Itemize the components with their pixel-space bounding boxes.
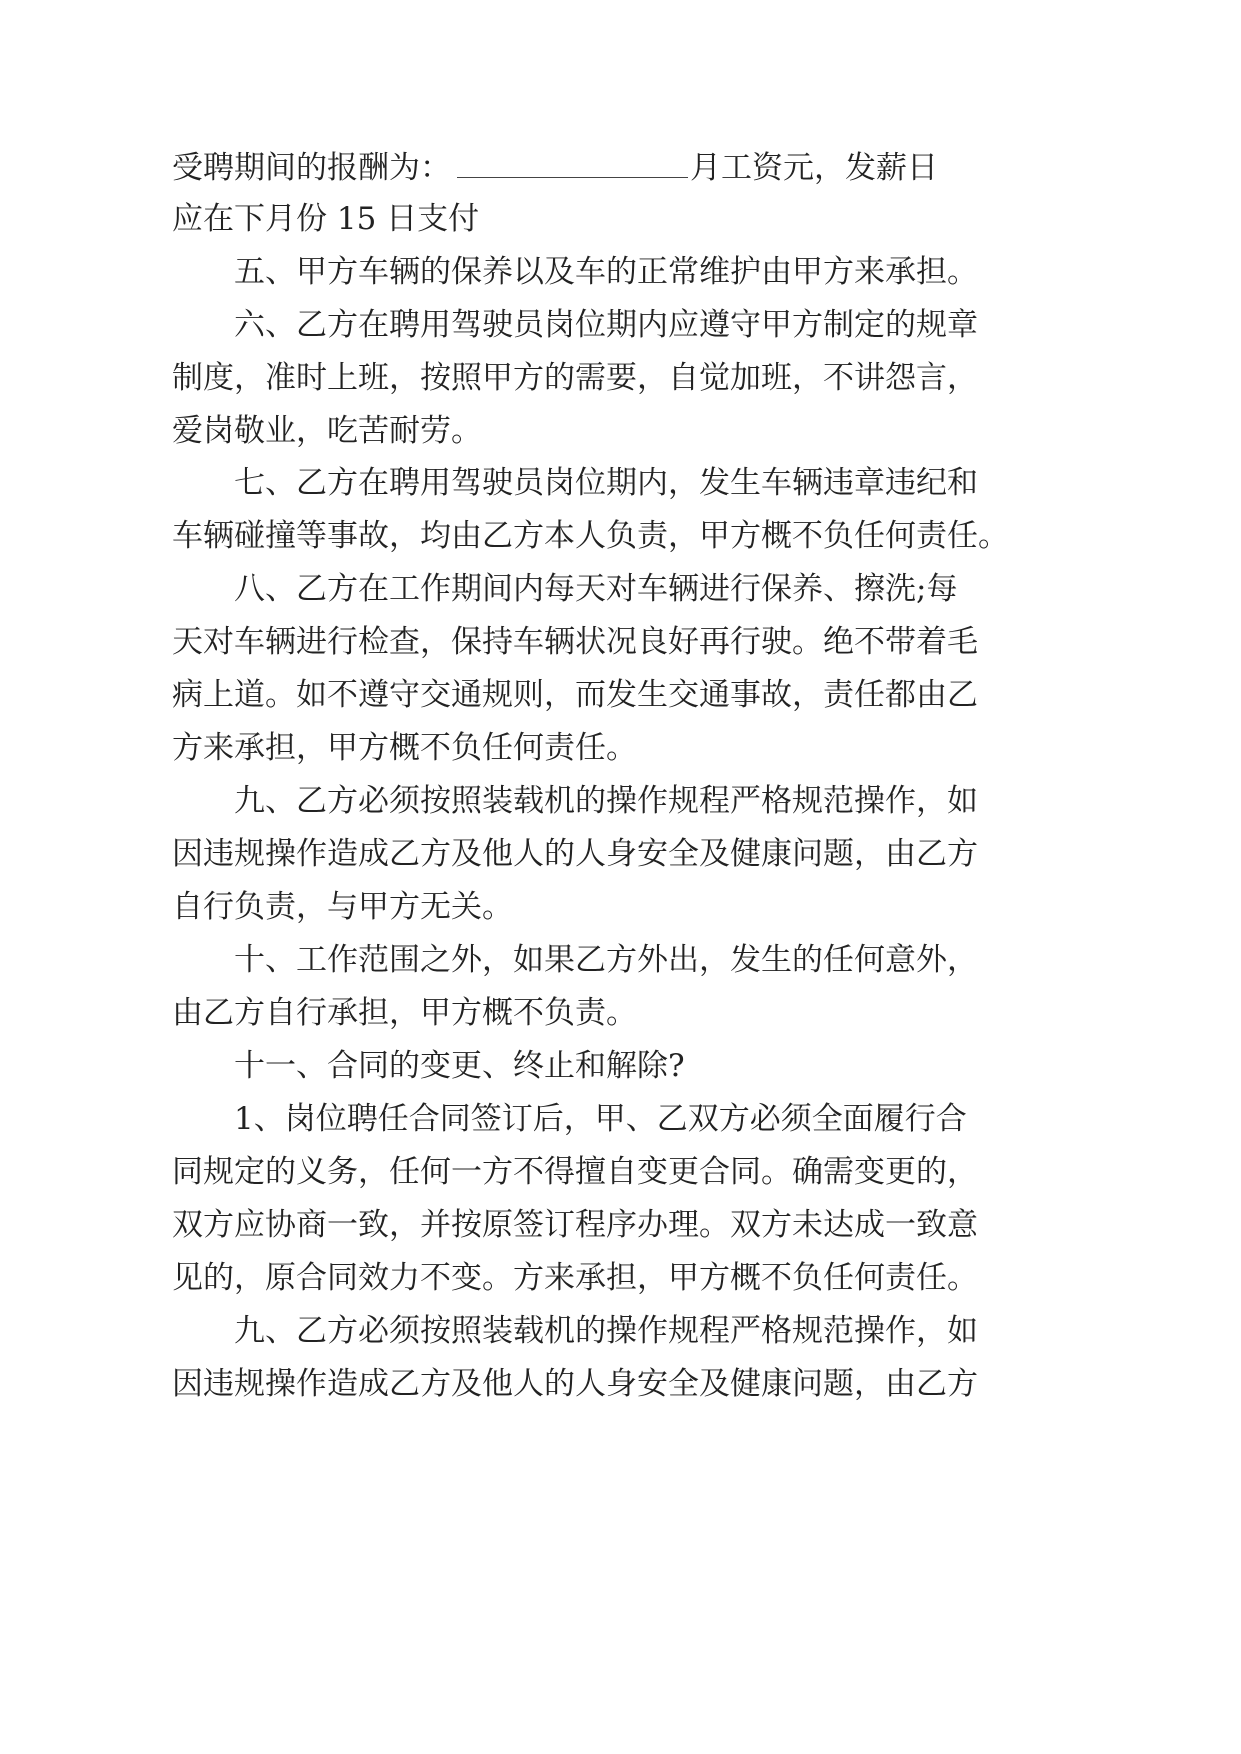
text-line: 自行负责，与甲方无关。 — [172, 889, 513, 925]
salary-prefix: 受聘期间的报酬为： — [172, 150, 451, 186]
salary-suffix: 月工资元，发薪日 — [690, 150, 938, 186]
text-line: 八、乙方在工作期间内每天对车辆进行保养、擦洗;每 — [234, 571, 958, 607]
text-line: 病上道。如不遵守交通规则，而发生交通事故，责任都由乙 — [172, 677, 978, 713]
text-line: 车辆碰撞等事故，均由乙方本人负责，甲方概不负任何责任。 — [172, 518, 1009, 554]
text-line: 制度，准时上班，按照甲方的需要，自觉加班，不讲怨言， — [172, 360, 978, 396]
text-line: 天对车辆进行检查，保持车辆状况良好再行驶。绝不带着毛 — [172, 624, 978, 660]
text-line: 五、甲方车辆的保养以及车的正常维护由甲方来承担。 — [234, 254, 978, 290]
text-line: 十一、合同的变更、终止和解除? — [234, 1048, 685, 1084]
text-line: 同规定的义务，任何一方不得擅自变更合同。确需变更的， — [172, 1154, 978, 1190]
text-line: 由乙方自行承担，甲方概不负责。 — [172, 995, 637, 1031]
text-line: 见的，原合同效力不变。方来承担，甲方概不负任何责任。 — [172, 1260, 978, 1296]
text-line: 方来承担，甲方概不负任何责任。 — [172, 730, 637, 766]
text-line: 六、乙方在聘用驾驶员岗位期内应遵守甲方制定的规章 — [234, 307, 978, 343]
text-line: 十、工作范围之外，如果乙方外出，发生的任何意外， — [234, 942, 978, 978]
text-line: 爱岗敬业，吃苦耐劳。 — [172, 413, 482, 449]
text-line: 因违规操作造成乙方及他人的人身安全及健康问题，由乙方 — [172, 1366, 978, 1402]
salary-blank — [457, 151, 688, 178]
text-line: 九、乙方必须按照装载机的操作规程严格规范操作，如 — [234, 783, 978, 819]
text-line: 因违规操作造成乙方及他人的人身安全及健康问题，由乙方 — [172, 836, 978, 872]
text-line: 1、岗位聘任合同签订后，甲、乙双方必须全面履行合 — [234, 1101, 967, 1137]
text-line: 七、乙方在聘用驾驶员岗位期内，发生车辆违章违纪和 — [234, 465, 978, 501]
salary-line — [172, 148, 938, 188]
text-line: 九、乙方必须按照装载机的操作规程严格规范操作，如 — [234, 1313, 978, 1349]
text-line: 应在下月份 15 日支付 — [172, 201, 480, 237]
text-line: 双方应协商一致，并按原签订程序办理。双方未达成一致意 — [172, 1207, 978, 1243]
